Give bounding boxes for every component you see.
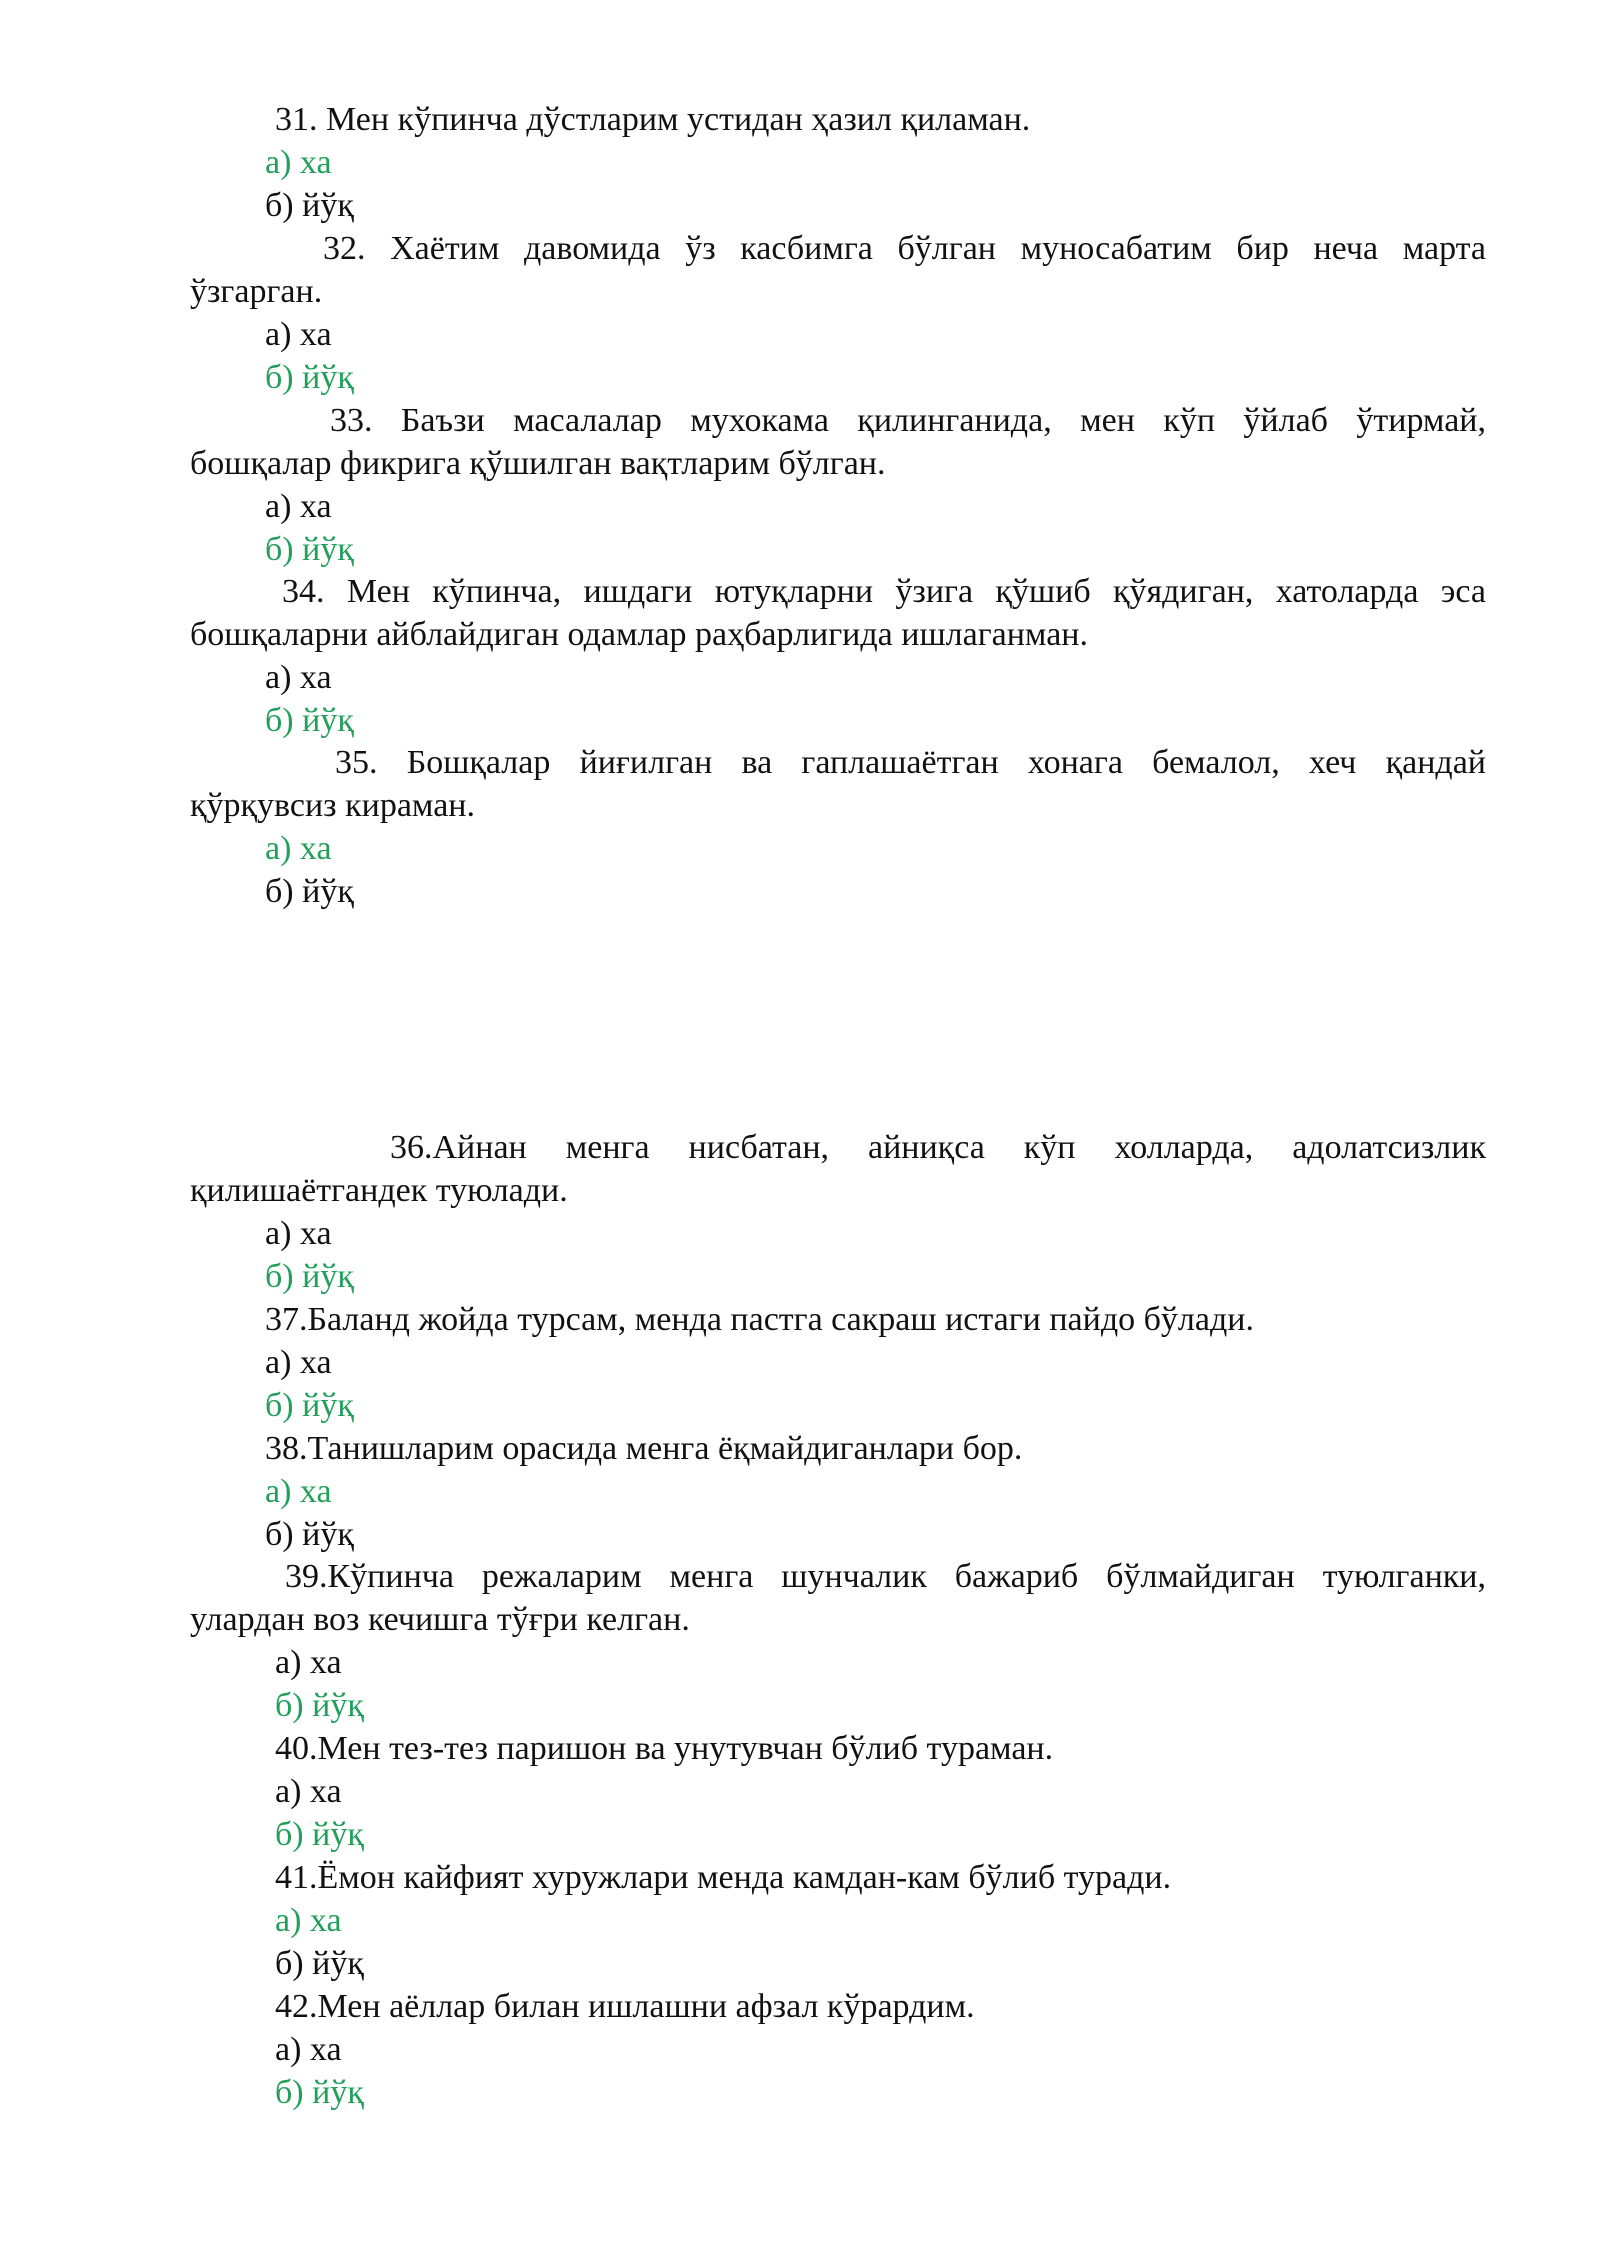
question-39-option-b: б) йўқ [275, 1687, 364, 1724]
question-40-text: 40.Мен тез-тез паришон ва унутувчан бўлиб тураман. [275, 1730, 1054, 1767]
question-34-option-b: б) йўқ [265, 702, 354, 739]
question-38-text: 38.Танишларим орасида менга ёқмайдиганлари бор. [265, 1430, 1023, 1467]
question-38-option-a: а) ха [265, 1473, 332, 1510]
question-35-text-line2: қўрқувсиз кираман. [190, 787, 475, 824]
question-41-option-a: а) ха [275, 1902, 342, 1939]
question-39-text-line1: 39.Кўпинча режаларим менга шунчалик бажариб бўлмайдиган туюлганки, [285, 1558, 1486, 1595]
question-37-text: 37.Баланд жойда турсам, менда пастга сакраш истаги пайдо бўлади. [265, 1301, 1254, 1338]
question-35-option-a: а) ха [265, 830, 332, 867]
question-36-text-line1: 36.Айнан менга нисбатан, айниқса кўп холларда, адолатсизлик [390, 1129, 1486, 1166]
question-42-option-b: б) йўқ [275, 2074, 364, 2111]
question-33-text-line2: бошқалар фикрига қўшилган вақтларим бўлган. [190, 445, 886, 482]
question-33-option-b: б) йўқ [265, 531, 354, 568]
question-32-text-line2: ўзгарган. [190, 273, 323, 310]
question-31-text: 31. Мен кўпинча дўстларим устидан ҳазил қиламан. [275, 101, 1031, 138]
question-40-option-a: а) ха [275, 1773, 342, 1810]
question-33-option-a: а) ха [265, 488, 332, 525]
question-41-option-b: б) йўқ [275, 1945, 364, 1982]
question-34-text-line1: 34. Мен кўпинча, ишдаги ютуқларни ўзига қўшиб қўядиган, хатоларда эса [282, 573, 1486, 610]
question-33-text-line1: 33. Баъзи масалалар мухокама қилинганида, мен кўп ўйлаб ўтирмай, [330, 402, 1486, 439]
question-42-text: 42.Мен аёллар билан ишлашни афзал кўрардим. [275, 1988, 975, 2025]
question-34-text-line2: бошқаларни айблайдиган одамлар раҳбарлигида ишлаганман. [190, 616, 1088, 653]
question-42-option-a: а) ха [275, 2031, 342, 2068]
question-38-option-b: б) йўқ [265, 1516, 354, 1553]
question-32-option-a: а) ха [265, 316, 332, 353]
question-37-option-b: б) йўқ [265, 1387, 354, 1424]
question-37-option-a: а) ха [265, 1344, 332, 1381]
question-35-text-line1: 35. Бошқалар йиғилган ва гаплашаётган хонага бемалол, хеч қандай [335, 744, 1486, 781]
question-32-option-b: б) йўқ [265, 359, 354, 396]
question-31-option-a: а) ха [265, 144, 332, 181]
question-41-text: 41.Ёмон кайфият хуружлари менда камдан-кам бўлиб туради. [275, 1859, 1172, 1896]
question-32-text-line1: 32. Хаётим давомида ўз касбимга бўлган муносабатим бир неча марта [323, 230, 1486, 267]
question-36-option-b: б) йўқ [265, 1258, 354, 1295]
question-40-option-b: б) йўқ [275, 1816, 364, 1853]
question-34-option-a: а) ха [265, 659, 332, 696]
question-35-option-b: б) йўқ [265, 873, 354, 910]
question-39-option-a: а) ха [275, 1644, 342, 1681]
question-36-text-line2: қилишаётгандек туюлади. [190, 1172, 568, 1209]
question-31-option-b: б) йўқ [265, 187, 354, 224]
question-36-option-a: а) ха [265, 1215, 332, 1252]
question-39-text-line2: улардан воз кечишга тўғри келган. [190, 1601, 690, 1638]
